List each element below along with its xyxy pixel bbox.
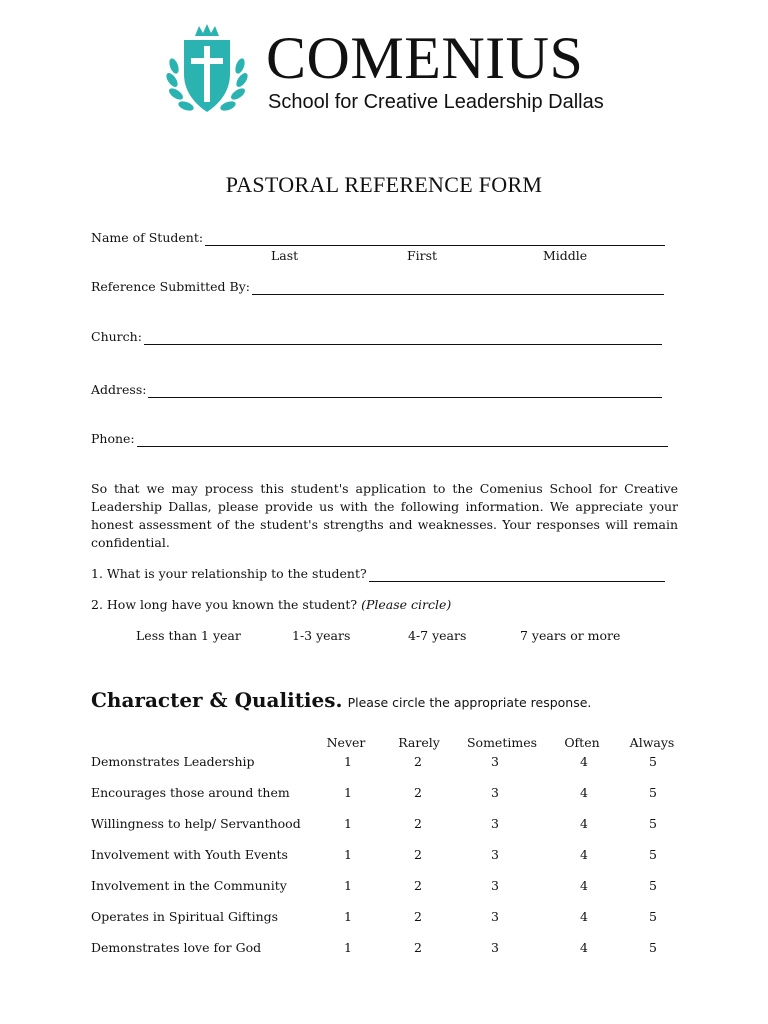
rating-option[interactable]: 5: [649, 909, 657, 924]
rating-item-label: Involvement with Youth Events: [91, 847, 288, 862]
scale-never: Never: [326, 735, 366, 750]
relationship-field[interactable]: [369, 569, 665, 582]
rating-option[interactable]: 1: [344, 816, 352, 831]
intro-paragraph: So that we may process this student's application to the Comenius School for Creative Leadership Dallas, please provide us with the following information. We appreciate your honest assessment of the student's strengths and weaknesses. Your responses will remain confidential.: [91, 481, 678, 550]
rating-option[interactable]: 5: [649, 754, 657, 769]
church-field[interactable]: [144, 332, 662, 345]
page-title: PASTORAL REFERENCE FORM: [225, 172, 543, 197]
rating-item-label: Demonstrates Leadership: [91, 754, 255, 769]
rating-option[interactable]: 4: [580, 785, 588, 800]
rating-option[interactable]: 1: [344, 940, 352, 955]
rating-item-label: Operates in Spiritual Giftings: [91, 909, 279, 924]
rating-option[interactable]: 3: [491, 909, 499, 924]
scale-rarely: Rarely: [398, 735, 440, 750]
first-caption: First: [407, 248, 438, 263]
rating-item-label: Willingness to help/ Servanthood: [91, 816, 301, 831]
rating-option[interactable]: 2: [414, 909, 422, 924]
rating-option[interactable]: 2: [414, 785, 422, 800]
rating-option[interactable]: 2: [414, 847, 422, 862]
rating-item-label: Demonstrates love for God: [91, 940, 262, 955]
rating-option[interactable]: 3: [491, 816, 499, 831]
rating-option[interactable]: 1: [344, 754, 352, 769]
rating-option[interactable]: 5: [649, 785, 657, 800]
last-caption: Last: [271, 248, 299, 263]
rating-option[interactable]: 5: [649, 878, 657, 893]
submitted-by-row: [91, 279, 664, 295]
church-label: Church:: [91, 329, 142, 344]
school-subtitle: School for Creative Leadership Dallas: [268, 91, 604, 113]
rating-option[interactable]: 3: [491, 940, 499, 955]
school-logo: [140, 18, 628, 130]
character-section-title: [91, 688, 591, 712]
rating-option[interactable]: 3: [491, 785, 499, 800]
church-row: [91, 329, 662, 345]
phone-field[interactable]: [137, 434, 668, 447]
crest-icon: [164, 22, 250, 122]
school-name: COMENIUS: [266, 25, 584, 91]
question-2-label: 2. How long have you known the student?: [91, 597, 358, 612]
middle-caption: Middle: [543, 248, 588, 263]
rating-option[interactable]: 2: [414, 940, 422, 955]
student-name-field[interactable]: [205, 233, 665, 246]
submitted-by-field[interactable]: [252, 282, 664, 295]
rating-option[interactable]: 3: [491, 878, 499, 893]
rating-option[interactable]: 4: [580, 847, 588, 862]
rating-option[interactable]: 3: [491, 847, 499, 862]
rating-option[interactable]: 1: [344, 847, 352, 862]
phone-label: Phone:: [91, 431, 135, 446]
rating-option[interactable]: 3: [491, 754, 499, 769]
character-heading: Character & Qualities.: [91, 688, 343, 712]
rating-option[interactable]: 4: [580, 909, 588, 924]
rating-option[interactable]: 5: [649, 940, 657, 955]
rating-option[interactable]: 1: [344, 909, 352, 924]
option-less-than-1-year[interactable]: Less than 1 year: [136, 628, 241, 643]
student-name-row: [91, 230, 665, 246]
rating-option[interactable]: 1: [344, 785, 352, 800]
student-name-label: Name of Student:: [91, 230, 204, 245]
scale-often: Often: [564, 735, 600, 750]
option-1-3-years[interactable]: 1-3 years: [292, 628, 351, 643]
option-7-years-or-more[interactable]: 7 years or more: [520, 628, 621, 643]
phone-row: [91, 431, 668, 447]
option-4-7-years[interactable]: 4-7 years: [408, 628, 467, 643]
rating-option[interactable]: 2: [414, 878, 422, 893]
rating-option[interactable]: 2: [414, 754, 422, 769]
question-1-row: [91, 566, 665, 582]
address-label: Address:: [91, 382, 147, 397]
address-row: [91, 382, 662, 398]
rating-item-label: Encourages those around them: [91, 785, 290, 800]
submitted-by-label: Reference Submitted By:: [91, 279, 250, 294]
rating-option[interactable]: 4: [580, 816, 588, 831]
rating-option[interactable]: 2: [414, 816, 422, 831]
rating-item-label: Involvement in the Community: [91, 878, 287, 893]
rating-option[interactable]: 5: [649, 847, 657, 862]
rating-option[interactable]: 5: [649, 816, 657, 831]
scale-sometimes: Sometimes: [466, 735, 538, 750]
scale-always: Always: [629, 735, 675, 750]
rating-option[interactable]: 1: [344, 878, 352, 893]
question-2-note: (Please circle): [361, 597, 452, 612]
question-2-row: [91, 597, 451, 613]
character-instruction: Please circle the appropriate response.: [347, 695, 592, 710]
rating-option[interactable]: 4: [580, 940, 588, 955]
address-field[interactable]: [148, 385, 662, 398]
rating-option[interactable]: 4: [580, 878, 588, 893]
question-1-label: 1. What is your relationship to the student?: [91, 566, 367, 581]
rating-option[interactable]: 4: [580, 754, 588, 769]
